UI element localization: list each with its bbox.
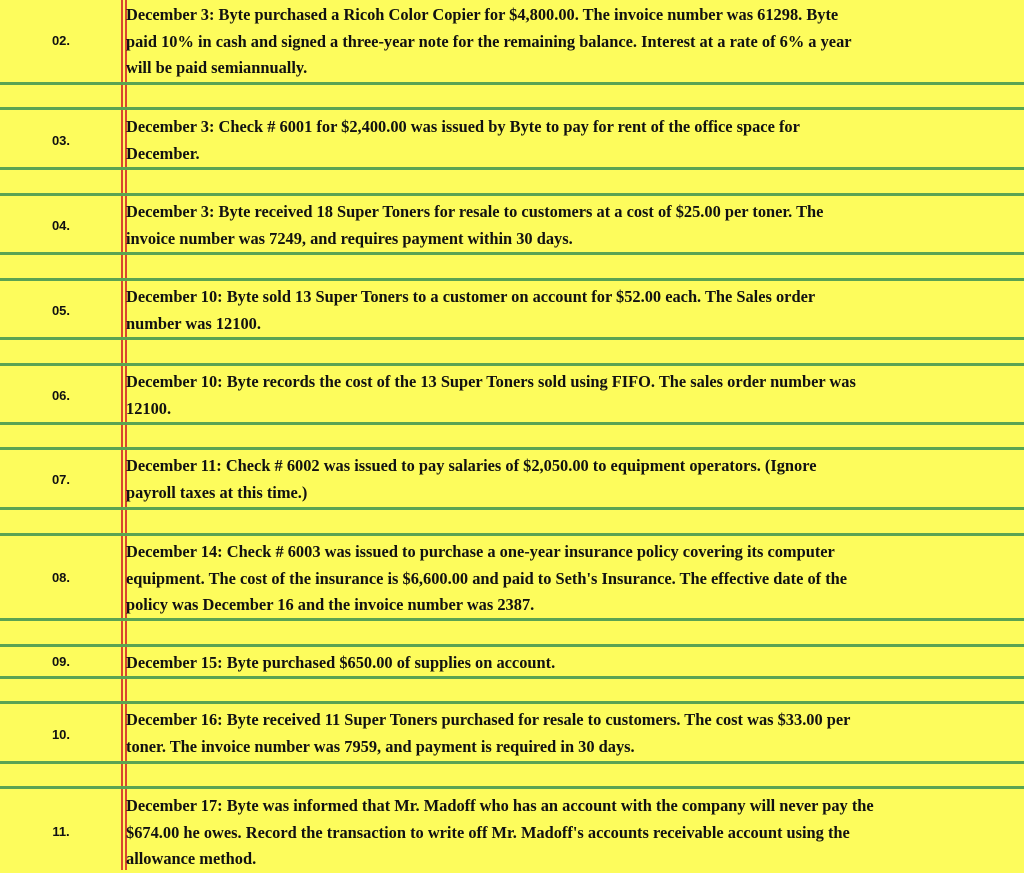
entry-text: December 14: Check # 6003 was issued to purchase a one-year insurance policy covering its computer equipment. The cost of the insurance is $6,600.00 and paid to Seth's Insurance. The effective date of the policy was December 16 and the invoice number was 2387. — [126, 542, 848, 614]
divider — [0, 507, 1024, 510]
divider — [0, 761, 1024, 764]
divider — [0, 644, 1024, 647]
divider — [0, 193, 1024, 196]
divider — [0, 363, 1024, 366]
entry-number: 07. — [51, 472, 71, 487]
entry-number: 05. — [51, 303, 71, 318]
entry-text: December 3: Byte purchased a Ricoh Color Copier for $4,800.00. The invoice number was 61298. Byte paid 10% in cash and signed a three-year note for the remaining balance. Interest at a rate of 6% a year will be paid semiannually. — [126, 5, 852, 77]
divider — [0, 82, 1024, 85]
entry-text: December 10: Byte sold 13 Super Toners to a customer on account for $52.00 each. The Sales order number was 12100. — [126, 287, 816, 333]
entry-text: December 17: Byte was informed that Mr. Madoff who has an account with the company will never pay the $674.00 he owes. Record the transaction to write off Mr. Madoff's accounts receivable account using the allowance method. — [126, 796, 874, 868]
entry-number: 04. — [51, 218, 71, 233]
divider — [0, 447, 1024, 450]
entry-text: December 3: Byte received 18 Super Toners for resale to customers at a cost of $25.00 per toner. The invoice number was 7249, and requires payment within 30 days. — [126, 202, 824, 248]
divider — [0, 107, 1024, 110]
entry-text: December 10: Byte records the cost of the 13 Super Toners sold using FIFO. The sales order number was 12100. — [126, 372, 856, 418]
entry-text: December 15: Byte purchased $650.00 of supplies on account. — [126, 653, 556, 672]
entry-number: 06. — [51, 388, 71, 403]
entry-number: 08. — [51, 570, 71, 585]
entry-text: December 3: Check # 6001 for $2,400.00 was issued by Byte to pay for rent of the office space for December. — [126, 117, 800, 163]
divider — [0, 252, 1024, 255]
divider — [0, 786, 1024, 789]
divider — [0, 422, 1024, 425]
divider — [0, 533, 1024, 536]
divider — [0, 701, 1024, 704]
entry-number: 11. — [52, 824, 70, 839]
entry-number: 02. — [51, 33, 71, 48]
entry-number: 09. — [51, 654, 71, 669]
divider — [0, 167, 1024, 170]
divider — [0, 278, 1024, 281]
entry-number: 10. — [51, 727, 71, 742]
entry-number: 03. — [51, 133, 71, 148]
divider — [0, 337, 1024, 340]
entry-text: December 16: Byte received 11 Super Toners purchased for resale to customers. The cost was $33.00 per toner. The invoice number was 7959, and payment is required in 30 days. — [126, 710, 851, 756]
entry-text: December 11: Check # 6002 was issued to pay salaries of $2,050.00 to equipment operators. (Ignore payroll taxes at this time.) — [126, 456, 817, 502]
